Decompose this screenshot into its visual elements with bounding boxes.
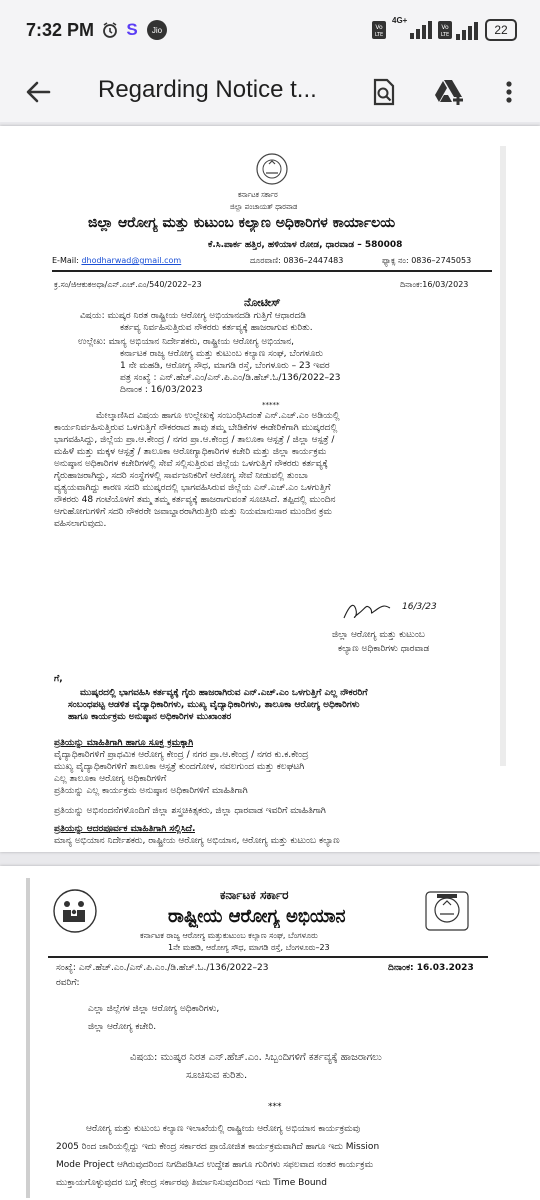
- copy-line-4: ಎಲ್ಲ ತಾಲೂಕಾ ಆರೋಗ್ಯ ಅಧಿಕಾರಿಗಳಿಗೆ: [54, 774, 167, 784]
- header-address: ಕೆ.ಸಿ.ಪಾರ್ಕ ಹತ್ತಿರ, ಹಳಿಯಾಳ ರೋಡ, ಧಾರವಾಡ – 580008: [208, 240, 403, 250]
- body-line-3: ಭಾಗವಹಿಸಿದ್ದು, ಜಿಲ್ಲೆಯ ಪ್ರಾ.ಆ.ಕೇಂದ್ರ / ನಗರ ಪ್ರಾ.ಆ.ಕೇಂದ್ರ / ತಾಲೂಕಾ ಆಸ್ಪತ್ರೆ / ಜಿಲ್ಲಾ ಆಸ್ಪತ್ರೆ /: [54, 435, 335, 445]
- svg-text:LTE: LTE: [440, 32, 450, 38]
- copy-line-8: ಮಾನ್ಯ ಅಭಿಯಾನ ನಿರ್ದೇಶಕರು, ರಾಷ್ಟ್ರೀಯ ಆರೋಗ್ಯ ಅಭಿಯಾನ, ಆರೋಗ್ಯ ಮತ್ತು ಕುಟುಂಬ ಕಲ್ಯಾಣ: [54, 836, 340, 846]
- alarm-icon: [100, 19, 120, 41]
- header-panchayat: ಜಿಲ್ಲಾ ಪಂಚಾಯತ್ ಧಾರವಾಡ: [230, 203, 298, 211]
- signature-date: 16/3/23: [402, 602, 437, 612]
- search-document-icon[interactable]: [364, 74, 404, 110]
- body-line-6: ಗೈರುಹಾಜರಾಗಿದ್ದು, ಸದರಿ ಸಂಸ್ಥೆಗಳಲ್ಲಿ ಸಾರ್ವಜನಿಕರಿಗೆ ಆರೋಗ್ಯ ಸೇವೆ ನೀಡುವಲ್ಲಿ ತುಂಬಾ: [54, 471, 308, 481]
- to-line-1: ಮುಷ್ಕರದಲ್ಲಿ ಭಾಗವಹಿಸಿ ಕರ್ತವ್ಯಕ್ಕೆ ಗೈರು ಹಾಜರಾಗಿರುವ ಎನ್.ಎಚ್.ಎಂ ಒಳಗುತ್ತಿಗೆ ಎಲ್ಲ ನೌಕರರಿಗೆ: [80, 688, 368, 698]
- body-line-7: ವ್ಯತ್ಯಯವಾಗಿದ್ದು ಕಾರಣ ಸದರಿ ಮುಷ್ಕರದಲ್ಲಿ ಭಾಗವಹಿಸಿರುವ ಜಿಲ್ಲೆಯ ಎನ್.ಎಚ್.ಎಂ ಒಳಗುತ್ತಿಗೆ: [54, 483, 331, 493]
- body-line-5: ಅನುಷ್ಠಾನ ಅಧಿಕಾರಿಗಳ ಕಚೇರಿಗಳಲ್ಲಿ ಸೇವೆ ಸಲ್ಲಿಸುತ್ತಿರುವ ಜಿಲ್ಲೆಯ ಒಳಗುತ್ತಿಗೆ ನೌಕರರು ಕರ್ತವ್ಯಕ್ಕೆ: [54, 459, 328, 469]
- volte-icon: [370, 19, 388, 41]
- to-line-2: ಸಂಬಂಧಪಟ್ಟ ಆಡಳಿತ ವೈದ್ಯಾಧಿಕಾರಿಗಳು, ಮುಖ್ಯ ವೈದ್ಯಾಧಿಕಾರಿಗಳು, ತಾಲೂಕಾ ಆರೋಗ್ಯ ಅಧಿಕಾರಿಗಳು: [68, 700, 360, 710]
- signatory-line-2: ಕಲ್ಯಾಣ ಅಧಿಕಾರಿಗಳು ಧಾರವಾಡ: [338, 644, 430, 654]
- body-line-1: ಮೇಲ್ಕಾಣಿಸಿದ ವಿಷಯ ಹಾಗೂ ಉಲ್ಲೇಖಕ್ಕೆ ಸಂಬಂಧಿಸಿದಂತೆ ಎನ್.ಎಚ್.ಎಂ ಅಡಿಯಲ್ಲಿ: [96, 411, 340, 421]
- letter-date: ದಿನಾಂಕ:16/03/2023: [400, 280, 469, 289]
- battery-level: 22: [485, 19, 517, 41]
- copy-line-3: ಮುಖ್ಯ ವೈದ್ಯಾಧಿಕಾರಿಗಳಿಗೆ ತಾಲೂಕಾ ಆಸ್ಪತ್ರೆ ಕುಂದಗೋಳ, ನವಲಗುಂದ ಮತ್ತು ಕಲಘಟಗಿ: [54, 762, 305, 772]
- separator-stars: *****: [262, 401, 280, 409]
- app-s-icon: S: [126, 20, 138, 39]
- karnataka-emblem-icon: [252, 152, 292, 186]
- p2-header-address: 1ನೇ ಮಹಡಿ, ಆರೋಗ್ಯ ಸೌಧ, ಮಾಗಡಿ ರಸ್ತೆ, ಬೆಂಗಳೂರು–23: [168, 943, 330, 952]
- status-time: 7:32 PM: [26, 20, 95, 40]
- jio-badge: Jio: [147, 20, 167, 40]
- email-link[interactable]: dhodharwad@gmail.com: [81, 256, 182, 265]
- subject-line-1: ವಿಷಯ: ಮುಷ್ಕರ ನಿರತ ರಾಷ್ಟ್ರೀಯ ಆರೋಗ್ಯ ಅಭಿಯಾನದಡಿ ಗುತ್ತಿಗೆ ಆಧಾರದಡಿ: [80, 311, 306, 321]
- p2-subject-line-2: ಸೂಚಿಸುವ ಕುರಿತು.: [186, 1070, 248, 1081]
- nhm-family-logo-icon: [50, 888, 100, 934]
- p2-subject-line-1: ವಿಷಯ: ಮುಷ್ಕರ ನಿರತ ಎನ್.ಹೆಚ್.ಎಂ. ಸಿಬ್ಬಂದಿಗಳಿಗೆ ಕರ್ತವ್ಯಕ್ಕೆ ಹಾಜರಾಗಲು: [130, 1052, 382, 1063]
- email-label: E-Mail:: [52, 256, 79, 265]
- p2-body-line-3: Mode Project ಆಗಿರುವುದರಿಂದ ನಿಗದಿಪಡಿಸಿದ ಉದ್ದೇಶ ಹಾಗೂ ಗುರಿಗಳು ಸಫಲವಾದ ನಂತರ ಕಾರ್ಯಕ್ರಮ: [56, 1160, 374, 1170]
- signatory-line-1: ಜಿಲ್ಲಾ ಆರೋಗ್ಯ ಮತ್ತು ಕುಟುಂಬ: [332, 630, 425, 640]
- p2-header-society: ಕರ್ನಾಟಕ ರಾಜ್ಯ ಆರೋಗ್ಯ ಮತ್ತುಕುಟುಂಬ ಕಲ್ಯಾಣ ಸಂಘ, ಬೆಂಗಳೂರು: [140, 931, 318, 940]
- svg-text:Vo: Vo: [441, 24, 449, 31]
- p2-header-mission: ರಾಷ್ಟ್ರೀಯ ಆರೋಗ್ಯ ಅಭಿಯಾನ: [168, 906, 346, 927]
- to-label: ಗೆ,: [54, 674, 63, 684]
- signal-4g-icon: [392, 16, 432, 41]
- body-line-4: ಮಹಿಳೆ ಮತ್ತು ಮಕ್ಕಳ ಆಸ್ಪತ್ರೆ / ತಾಲೂಕಾ ಆರೋಗ್ಯಾಧಿಕಾರಿಗಳ ಕಚೇರಿ ಮತ್ತು ಜಿಲ್ಲಾ ಕಾರ್ಯಕ್ರಮ: [54, 447, 327, 457]
- status-bar: [0, 0, 540, 62]
- pdf-page-1[interactable]: [0, 126, 540, 852]
- copy-line-7: ಪ್ರತಿಯನ್ನು ಆದರಪೂರ್ವಕ ಮಾಹಿತಿಗಾಗಿ ಸಲ್ಲಿಸಿದೆ.: [54, 824, 196, 834]
- jio-icon: [146, 19, 168, 41]
- more-vert-icon[interactable]: [494, 74, 524, 110]
- karnataka-emblem-icon: [422, 888, 472, 934]
- copy-line-5: ಪ್ರತಿಯನ್ನು ಎಲ್ಲ ಕಾರ್ಯಕ್ರಮ ಅನುಷ್ಠಾನ ಅಧಿಕಾರಿಗಳಿಗೆ ಮಾಹಿತಿಗಾಗಿ: [54, 786, 248, 796]
- document-title: Regarding Notice t...: [98, 76, 317, 103]
- add-to-drive-icon[interactable]: [428, 74, 472, 110]
- pdf-page-2[interactable]: [0, 866, 540, 1200]
- p2-separator-stars: ***: [268, 1102, 282, 1112]
- reference-line-3: 1 ನೇ ಮಹಡಿ, ಆರೋಗ್ಯ ಸೌಧ, ಮಾಗಡಿ ರಸ್ತೆ, ಬೆಂಗಳೂರು – 23 ಇವರ: [120, 361, 330, 371]
- reference-line-2: ಕರ್ನಾಟಕ ರಾಜ್ಯ ಆರೋಗ್ಯ ಮತ್ತು ಕುಟುಂಬ ಕಲ್ಯಾಣ ಸಂಘ, ಬೆಂಗಳೂರು: [120, 349, 323, 359]
- ref-number: ಕ್ರ.ಸಂ/ಜಿಆಕುಕಅಧಾ/ಎನ್.ಎಚ್.ಎಂ/540/2022–23: [54, 280, 202, 289]
- reference-line-4: ಪತ್ರ ಸಂಖ್ಯೆ : ಎನ್.ಹೆಚ್.ಎಂ/ಎನ್.ಪಿ.ಎಂ/ಡಿ.ಹೆಚ್.ಓ/136/2022–23: [120, 373, 341, 383]
- p2-body-line-1: ಆರೋಗ್ಯ ಮತ್ತು ಕುಟುಂಬ ಕಲ್ಯಾಣ ಇಲಾಖೆಯಲ್ಲಿ ರಾಷ್ಟ್ರೀಯ ಆರೋಗ್ಯ ಅಭಿಯಾನ ಕಾರ್ಯಕ್ರಮವು: [86, 1124, 361, 1134]
- subject-line-2: ಕರ್ತವ್ಯ ನಿರ್ವಹಿಸುತ್ತಿರುವ ನೌಕರರು ಕರ್ತವ್ಯಕ್ಕೆ ಹಾಜರಾಗುವ ಕುರಿತು.: [120, 323, 313, 333]
- body-line-9: ಆಗುಹೋಗುಗಳಿಗೆ ಸದರಿ ನೌಕರರೇ ಜವಾಬ್ದಾರರಾಗಿರುತ್ತೀರಿ ಮತ್ತು ನಿಯಮಾನುಸಾರ ಮುಂದಿನ ಕ್ರಮ: [54, 507, 332, 517]
- reference-line-1: ಉಲ್ಲೇಖ: ಮಾನ್ಯ ಅಭಿಯಾನ ನಿರ್ದೇಶಕರು, ರಾಷ್ಟ್ರೀಯ ಆರೋಗ್ಯ ಅಭಿಯಾನ,: [78, 337, 294, 347]
- copy-line-2: ವೈದ್ಯಾಧಿಕಾರಿಗಳಿಗೆ ಪ್ರಾಥಮಿಕ ಆರೋಗ್ಯ ಕೇಂದ್ರ / ನಗರ ಪ್ರಾ.ಆ.ಕೇಂದ್ರ / ನಗರ ಕು.ಕ.ಕೇಂದ್ರ: [54, 750, 309, 760]
- p2-addressee-2: ಜಿಲ್ಲಾ ಆರೋಗ್ಯ ಕಚೇರಿ.: [88, 1022, 157, 1032]
- back-arrow-icon[interactable]: [18, 74, 58, 110]
- p2-body-line-2: 2005 ರಿಂದ ಜಾರಿಯಲ್ಲಿದ್ದು ಇದು ಕೇಂದ್ರ ಸರ್ಕಾರದ ಪ್ರಾಯೋಜಿತ ಕಾರ್ಯಕ್ರಮವಾಗಿದೆ ಹಾಗೂ ಇದು Mission: [56, 1142, 380, 1152]
- header-divider: [52, 270, 492, 272]
- notice-title: ನೋಟೀಸ್: [244, 296, 281, 309]
- copy-line-6: ಪ್ರತಿಯನ್ನು ಅಭಿನಂದನೆಗಳೊಂದಿಗೆ ಜಿಲ್ಲಾ ಶಸ್ತ್ರಚಿಕಿತ್ಸಕರು, ಜಿಲ್ಲಾ ಧಾರವಾಡ ಇವರಿಗೆ ಮಾಹಿತಿಗಾಗಿ: [54, 806, 326, 816]
- header-govt: ಕರ್ನಾಟಕ ಸರ್ಕಾರ: [238, 191, 278, 199]
- reference-line-5: ದಿನಾಂಕ : 16/03/2023: [120, 385, 203, 395]
- body-line-8: ನೌಕರರು 48 ಗಂಟೆಯೊಳಗೆ ತಮ್ಮ ತಮ್ಮ ಕರ್ತವ್ಯಕ್ಕೆ ಹಾಜರಾಗುವಂತೆ ಸೂಚಿಸಿದೆ. ತಪ್ಪಿದಲ್ಲಿ ಮುಂದಿನ: [54, 495, 336, 505]
- p2-to-label: ರವರಿಗೆ:: [56, 978, 80, 988]
- p2-body-line-4: ಮುಕ್ತಾಯಗೊಳ್ಳುವುದರ ಬಗ್ಗೆ ಕೇಂದ್ರ ಸರ್ಕಾರವು ತಿರ್ಮಾನಿಸುವುದರಿಂದ ಇದು Time Bound: [56, 1178, 327, 1188]
- phone-text: ದೂರವಾಣಿ: 0836–2447483: [250, 256, 344, 265]
- body-line-2: ಕಾರ್ಯನಿರ್ವಹಿಸುತ್ತಿರುವ ಒಳಗುತ್ತಿಗೆ ನೌಕರರಾದ ತಾವು ತಮ್ಮ ಬೇಡಿಕೆಗಳ ಈಡೇರಿಕೆಗಾಗಿ ಮುಷ್ಕರದಲ್ಲಿ: [54, 423, 338, 433]
- battery-icon: [484, 19, 518, 41]
- scan-edge: [26, 878, 30, 1198]
- p2-header-divider: [48, 956, 488, 958]
- p2-addressee-1: ಎಲ್ಲಾ ಜಿಲ್ಲೆಗಳ ಜಿಲ್ಲಾ ಆರೋಗ್ಯ ಅಧಿಕಾರಿಗಳು,: [88, 1004, 220, 1014]
- app-bar: [0, 62, 540, 122]
- fax-text: ಫ್ಯಾಕ್ಸ ನಂ: 0836–2745053: [382, 256, 472, 265]
- p2-ref-number: ಸಂಖ್ಯೆ: ಎನ್.ಹೆಚ್.ಎಂ./ಎನ್.ಪಿ.ಎಂ./ಡಿ.ಹೆಚ್.ಓ./136/2022–23: [56, 963, 269, 973]
- contact-row: [52, 256, 492, 268]
- svg-text:Vo: Vo: [375, 24, 383, 31]
- signature: [340, 596, 460, 626]
- body-line-10: ವಹಿಸಲಾಗುವುದು.: [54, 519, 107, 529]
- to-line-3: ಹಾಗೂ ಕಾರ್ಯಕ್ರಮ ಅನುಷ್ಠಾನ ಅಧಿಕಾರಿಗಳ ಮುಖಾಂತರ: [68, 712, 232, 722]
- signal-icon: [456, 19, 478, 41]
- p2-header-govt: ಕರ್ನಾಟಕ ಸರ್ಕಾರ: [220, 888, 289, 902]
- svg-text:LTE: LTE: [374, 32, 384, 38]
- volte-icon-2: [436, 19, 454, 41]
- p2-date: ದಿನಾಂಕ: 16.03.2023: [388, 963, 474, 973]
- copy-line-1: ಪ್ರತಿಯನ್ನು ಮಾಹಿತಿಗಾಗಿ ಹಾಗೂ ಸೂಕ್ತ ಕ್ರಮಕ್ಕಾಗಿ: [54, 738, 194, 748]
- network-type-label: 4G+: [392, 16, 408, 25]
- header-office: ಜಿಲ್ಲಾ ಆರೋಗ್ಯ ಮತ್ತು ಕುಟುಂಬ ಕಲ್ಯಾಣ ಅಧಿಕಾರಿಗಳ ಕಾರ್ಯಾಲಯ: [88, 215, 396, 231]
